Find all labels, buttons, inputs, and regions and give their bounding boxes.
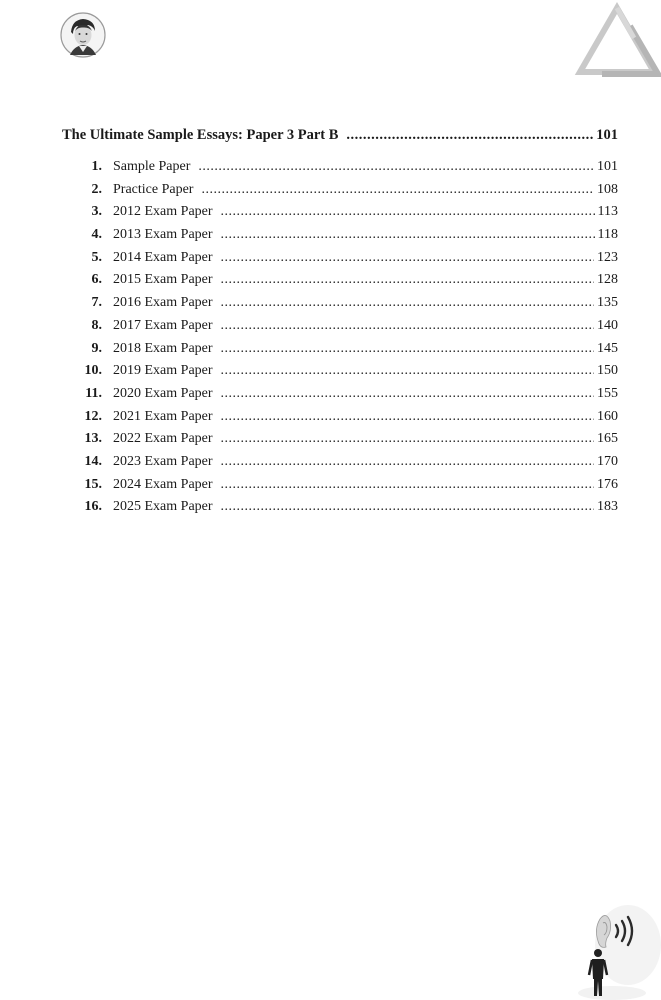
toc-entry-number: 12.: [84, 408, 102, 424]
toc-entry-label: 2013 Exam Paper: [113, 227, 213, 243]
dot-leader: [221, 360, 594, 383]
table-of-contents: [62, 127, 618, 519]
dot-leader: [198, 156, 594, 179]
toc-entry-number: 3.: [91, 204, 102, 220]
toc-entry-label: 2021 Exam Paper: [113, 408, 213, 424]
toc-entry-page: 135: [597, 295, 618, 311]
dot-leader: [221, 496, 594, 519]
toc-entry[interactable]: [62, 474, 618, 497]
toc-entry-label: 2023 Exam Paper: [113, 453, 213, 469]
toc-entry-label: 2022 Exam Paper: [113, 431, 213, 447]
toc-entry-page: 118: [597, 227, 618, 243]
toc-entry-page: 145: [597, 340, 618, 356]
dot-leader: [221, 383, 594, 406]
toc-entry-number: 5.: [91, 249, 102, 265]
toc-entry-label: Sample Paper: [113, 159, 191, 174]
dot-leader: [201, 179, 594, 202]
toc-entry-page: 160: [597, 408, 618, 424]
toc-entry-label: 2025 Exam Paper: [113, 499, 213, 515]
toc-entry-number: 7.: [91, 295, 102, 311]
toc-entry[interactable]: [62, 338, 618, 361]
toc-entry-label: 2019 Exam Paper: [113, 363, 213, 379]
toc-entry-label: Practice Paper: [113, 181, 194, 197]
toc-entry[interactable]: [62, 156, 618, 179]
toc-entry[interactable]: [62, 360, 618, 383]
toc-entry-page: 123: [597, 249, 618, 265]
dot-leader: [221, 428, 594, 451]
dot-leader: [346, 127, 593, 144]
toc-entry-number: 8.: [91, 317, 102, 333]
toc-heading-title: The Ultimate Sample Essays: Paper 3 Part B: [62, 127, 339, 143]
toc-entry[interactable]: [62, 315, 618, 338]
toc-entry-number: 15.: [84, 476, 102, 492]
dot-leader: [221, 201, 595, 224]
listener-figure-icon: [572, 905, 661, 1000]
dot-leader: [221, 474, 594, 497]
toc-entry[interactable]: [62, 269, 618, 292]
toc-entry-label: 2016 Exam Paper: [113, 295, 213, 311]
dot-leader: [221, 269, 594, 292]
toc-entry-number: 10.: [84, 363, 102, 379]
dot-leader: [221, 292, 594, 315]
toc-entry[interactable]: [62, 247, 618, 270]
toc-entry[interactable]: [62, 292, 618, 315]
toc-entry-number: 11.: [85, 385, 102, 401]
toc-entry-page: 108: [597, 181, 618, 197]
toc-entry-number: 6.: [91, 272, 102, 288]
toc-entry-page: 155: [597, 385, 618, 401]
toc-entry-label: 2018 Exam Paper: [113, 340, 213, 356]
toc-entry-number: 14.: [84, 453, 102, 469]
toc-entry-page: 101: [597, 159, 618, 174]
author-portrait-icon: [60, 12, 106, 58]
toc-entry[interactable]: [62, 451, 618, 474]
toc-entry-label: 2024 Exam Paper: [113, 476, 213, 492]
toc-heading-page: 101: [596, 127, 618, 143]
toc-entry[interactable]: [62, 496, 618, 519]
toc-entry[interactable]: [62, 383, 618, 406]
toc-entry-number: 16.: [84, 499, 102, 515]
toc-heading[interactable]: [62, 127, 618, 147]
dot-leader: [221, 451, 594, 474]
toc-entry-number: 9.: [91, 340, 102, 356]
toc-entry-label: 2017 Exam Paper: [113, 317, 213, 333]
toc-entry[interactable]: [62, 406, 618, 429]
toc-entry-number: 2.: [91, 181, 102, 197]
toc-entry-label: 2015 Exam Paper: [113, 272, 213, 288]
toc-entry-number: 1.: [91, 159, 102, 174]
toc-entry-label: 2014 Exam Paper: [113, 249, 213, 265]
dot-leader: [221, 247, 594, 270]
toc-entry-label: 2020 Exam Paper: [113, 385, 213, 401]
toc-entry-page: 113: [597, 204, 618, 220]
dot-leader: [221, 338, 594, 361]
toc-entry-page: 165: [597, 431, 618, 447]
toc-entry-label: 2012 Exam Paper: [113, 204, 213, 220]
toc-entry[interactable]: [62, 428, 618, 451]
toc-entry-page: 170: [597, 453, 618, 469]
toc-entry[interactable]: [62, 201, 618, 224]
triangle-logo-icon: [574, 2, 661, 80]
toc-entry-page: 128: [597, 272, 618, 288]
toc-entry-number: 13.: [84, 431, 102, 447]
toc-entry-page: 176: [597, 476, 618, 492]
dot-leader: [221, 315, 594, 338]
toc-entry-page: 140: [597, 317, 618, 333]
dot-leader: [221, 224, 595, 247]
dot-leader: [221, 406, 594, 429]
toc-entry-page: 150: [597, 363, 618, 379]
toc-entry-number: 4.: [91, 227, 102, 243]
toc-entry-page: 183: [597, 499, 618, 515]
toc-entry[interactable]: [62, 179, 618, 202]
toc-entry[interactable]: [62, 224, 618, 247]
